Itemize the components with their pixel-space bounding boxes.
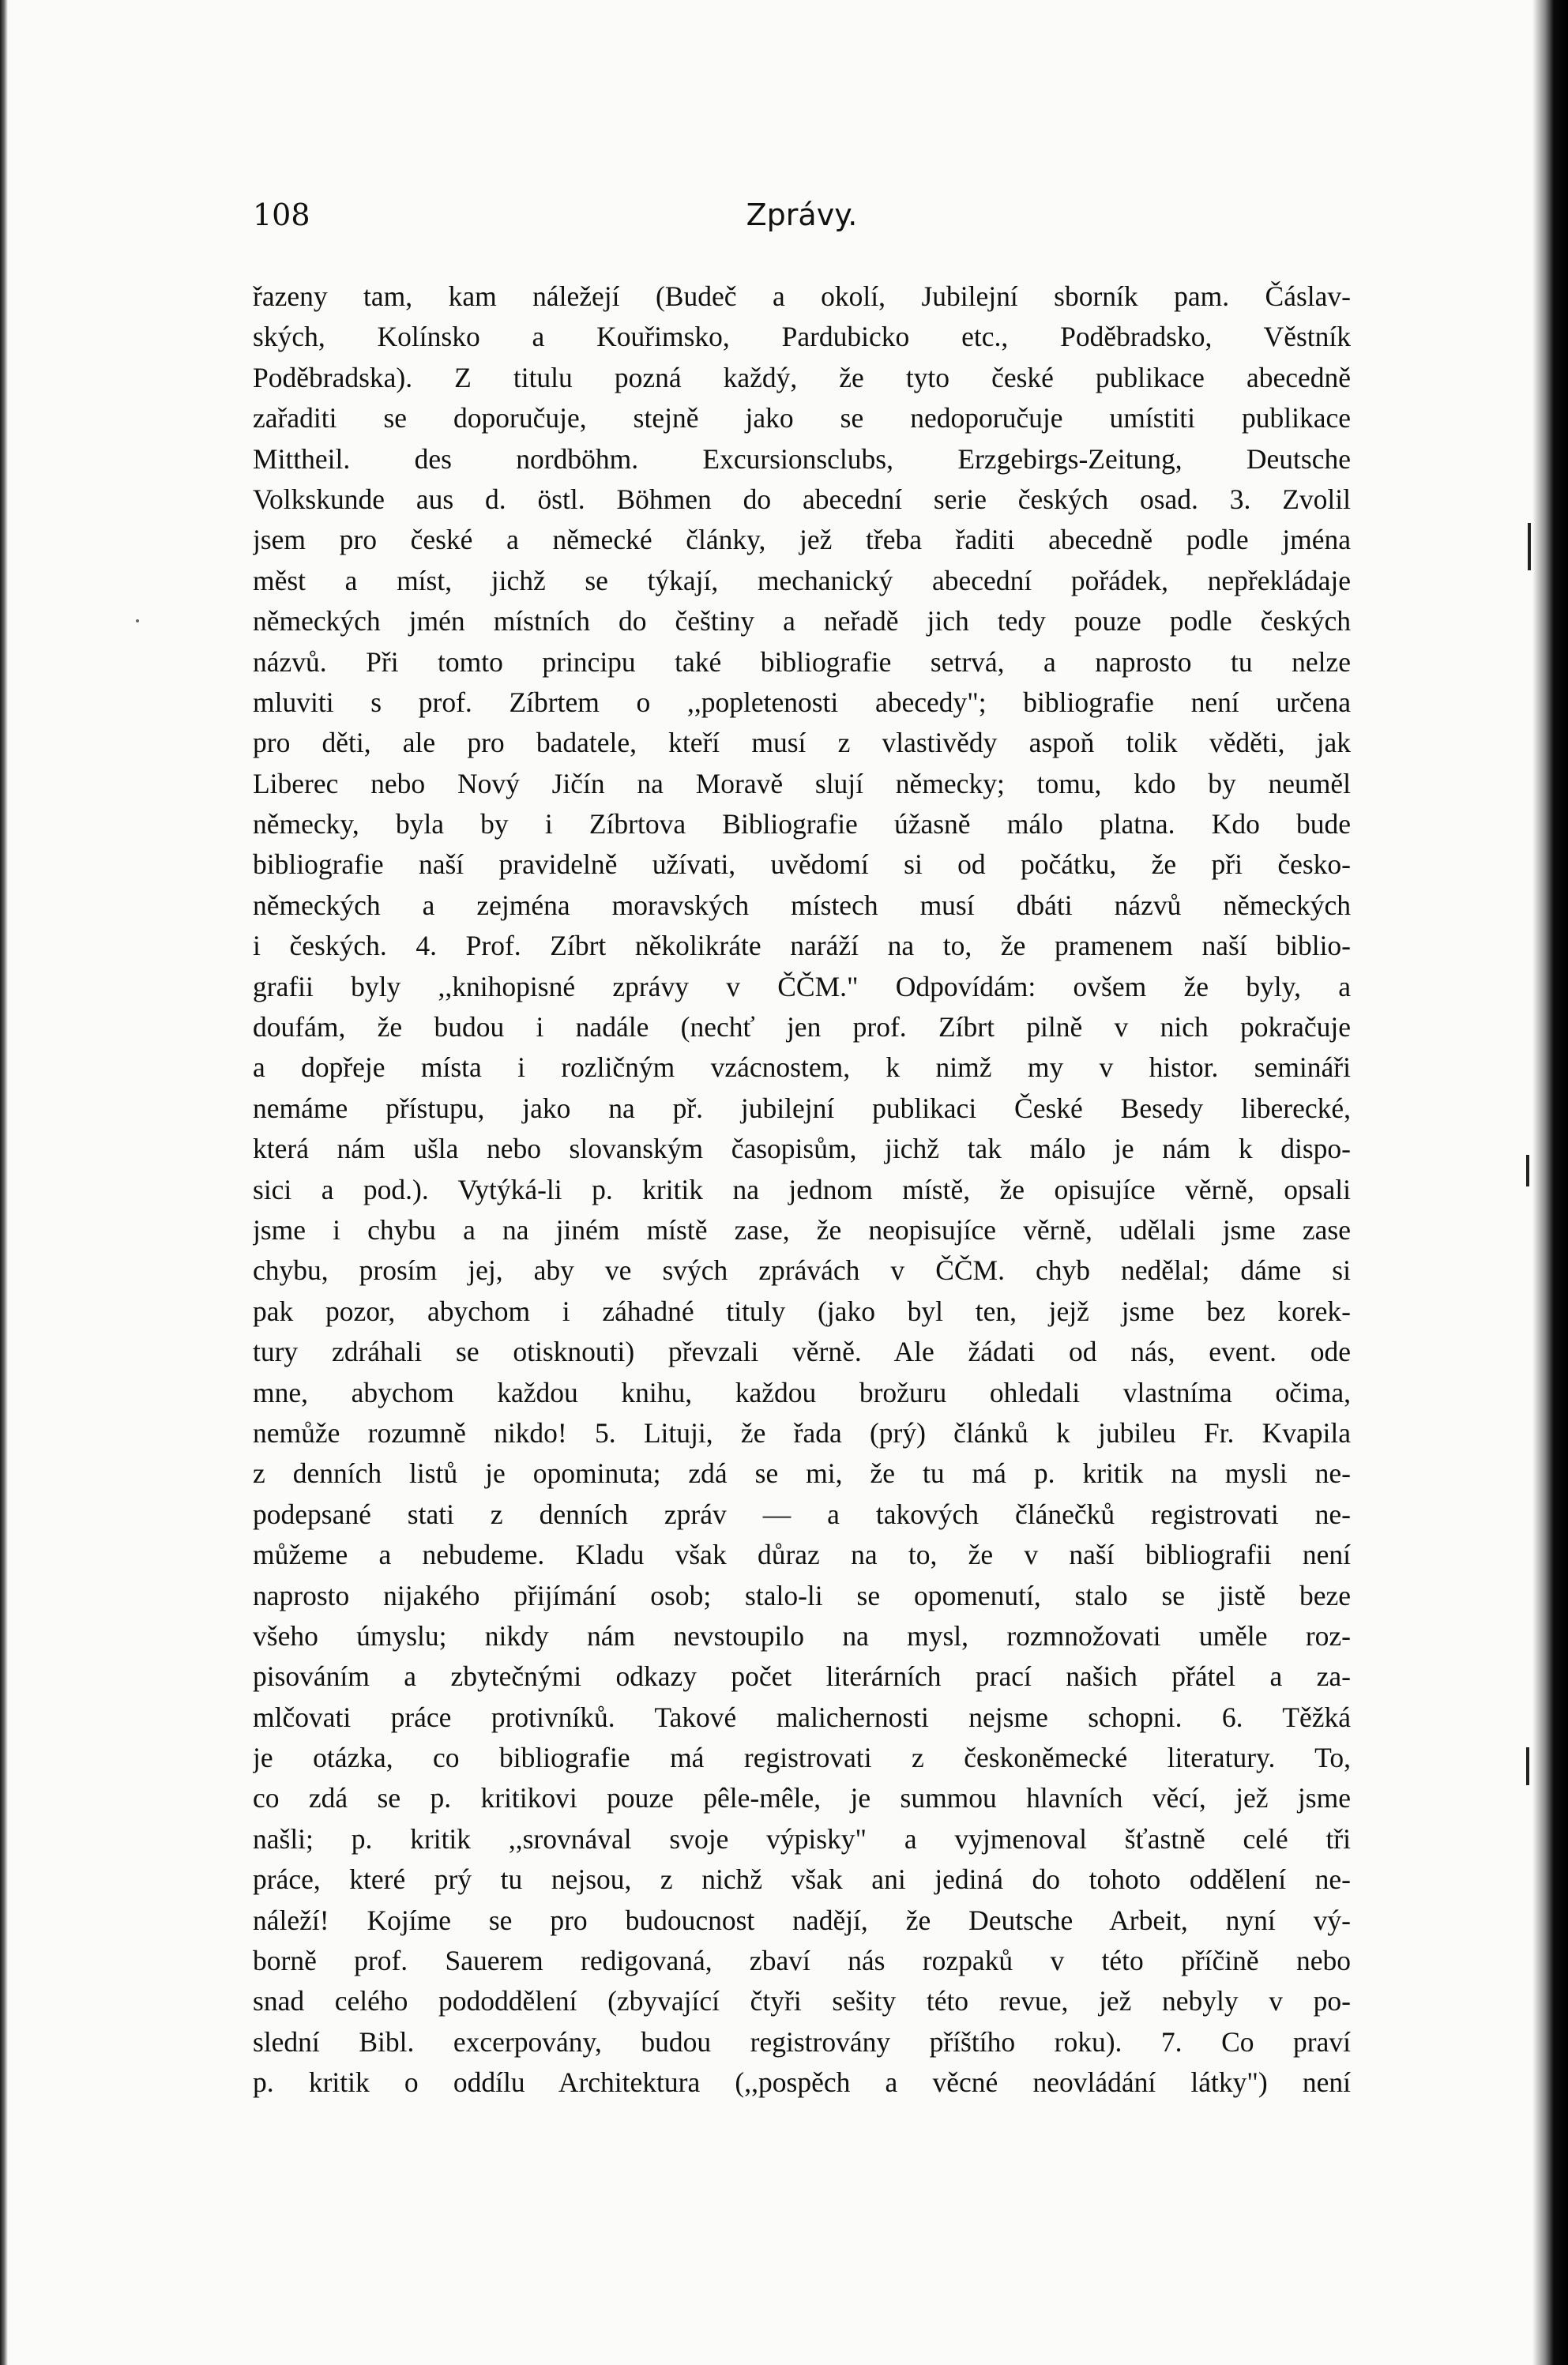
text-line: doufám, že budou i nadále (nechť jen prof. Zíbrt pilně v nich pokračuje — [253, 1011, 1351, 1043]
text-line: a dopřeje místa i rozličným vzácnostem, k nimž my v histor. semináři — [253, 1051, 1351, 1084]
speck — [136, 619, 139, 622]
text-line: německy, byla by i Zíbrtova Bibliografie úžasně málo platna. Kdo bude — [253, 808, 1351, 840]
text-line: co zdá se p. kritikovi pouze pêle-mêle, je summou hlavních věcí, jež jsme — [253, 1782, 1351, 1814]
text-line: německých a zejména moravských místech musí dbáti názvů německých — [253, 889, 1351, 921]
text-line: Liberec nebo Nový Jičín na Moravě slují německy; tomu, kdo by neuměl — [253, 767, 1351, 799]
text-line: všeho úmyslu; nikdy nám nevstoupilo na mysl, rozmnožovati uměle roz- — [253, 1619, 1351, 1652]
page-number: 108 — [253, 197, 310, 232]
text-line: práce, které prý tu nejsou, z nichž však ani jediná do tohoto oddělení ne- — [253, 1863, 1351, 1896]
text-line: borně prof. Sauerem redigovaná, zbaví nás rozpaků v této příčině nebo — [253, 1945, 1351, 1977]
text-line: tury zdráhali se otisknouti) převzali věrně. Ale žádati od nás, event. ode — [253, 1336, 1351, 1368]
text-line: sici a pod.). Vytýká-li p. kritik na jednom místě, že opisujíce věrně, opsali — [253, 1173, 1351, 1205]
text-line: náleží! Kojíme se pro budoucnost nadějí, že Deutsche Arbeit, nyní vý- — [253, 1904, 1351, 1936]
running-head — [253, 197, 1351, 245]
text-line: podepsané stati z denních zpráv — a takových článečků registrovati ne- — [253, 1498, 1351, 1530]
margin-mark — [1528, 523, 1531, 570]
text-line: mlčovati práce protivníků. Takové malichernosti nejsme schopni. 6. Těžká — [253, 1701, 1351, 1733]
text-line: p. kritik o oddílu Architektura (,,pospěch a věcné neovládání látky") není — [253, 2066, 1351, 2099]
text-line: jsme i chybu a na jiném místě zase, že neopisujíce věrně, udělali jsme zase — [253, 1213, 1351, 1246]
text-line: grafii byly ,,knihopisné zprávy v ČČM." Odpovídám: ovšem že byly, a — [253, 970, 1351, 1002]
text-line: nemáme přístupu, jako na př. jubilejní publikaci České Besedy liberecké, — [253, 1092, 1351, 1124]
text-line: jsem pro české a německé články, jež třeba řaditi abecedně podle jména — [253, 524, 1351, 556]
text-line: která nám ušla nebo slovanským časopisům, jichž tak málo je nám k dispo- — [253, 1133, 1351, 1165]
text-line: slední Bibl. excerpovány, budou registrovány příštího roku). 7. Co praví — [253, 2025, 1351, 2058]
text-line: ských, Kolínsko a Kouřimsko, Pardubicko etc., Poděbradsko, Věstník — [253, 321, 1351, 353]
text-line: mne, abychom každou knihu, každou brožuru ohledali vlastníma očima, — [253, 1376, 1351, 1408]
text-line: z denních listů je opominuta; zdá se mi, že tu má p. kritik na mysli ne- — [253, 1457, 1351, 1490]
text-line: můžeme a nebudeme. Kladu však důraz na to, že v naší bibliografii není — [253, 1539, 1351, 1571]
text-line: je otázka, co bibliografie má registrovati z českoněmecké literatury. To, — [253, 1742, 1351, 1774]
body-text — [253, 276, 1351, 2104]
text-line: pak pozor, abychom i záhadné tituly (jako byl ten, jejž jsme bez korek- — [253, 1295, 1351, 1327]
section-title: Zprávy. — [746, 197, 858, 232]
text-line: chybu, prosím jej, aby ve svých zprávách v ČČM. chyb nedělal; dáme si — [253, 1254, 1351, 1287]
text-line: měst a míst, jichž se týkají, mechanický abecední pořádek, nepřekládaje — [253, 564, 1351, 596]
text-line: pro děti, ale pro badatele, kteří musí z vlastivědy aspoň tolik věděti, jak — [253, 727, 1351, 759]
text-line: Poděbradska). Z titulu pozná každý, že tyto české publikace abecedně — [253, 361, 1351, 393]
text-line: německých jmén místních do češtiny a neřadě jich tedy pouze podle českých — [253, 605, 1351, 637]
text-line: naprosto nijakého přijímání osob; stalo-li se opomenutí, stalo se jistě beze — [253, 1579, 1351, 1611]
text-line: nemůže rozumně nikdo! 5. Lituji, že řada (prý) článků k jubileu Fr. Kvapila — [253, 1416, 1351, 1449]
page-left-edge — [0, 0, 8, 2365]
text-line: bibliografie naší pravidelně užívati, uvědomí si od počátku, že při česko- — [253, 848, 1351, 881]
text-line: pisováním a zbytečnými odkazy počet literárních prací našich přátel a za- — [253, 1660, 1351, 1693]
text-line: Volkskunde aus d. östl. Böhmen do abecední serie českých osad. 3. Zvolil — [253, 483, 1351, 515]
margin-mark — [1526, 1155, 1529, 1186]
text-line: Mittheil. des nordböhm. Excursionsclubs, Erzgebirgs-Zeitung, Deutsche — [253, 442, 1351, 475]
text-line: názvů. Při tomto principu také bibliografie setrvá, a naprosto tu nelze — [253, 645, 1351, 678]
text-line: i českých. 4. Prof. Zíbrt několikráte naráží na to, že pramenem naší biblio- — [253, 930, 1351, 962]
text-line: snad celého pododdělení (zbyvající čtyři sešity této revue, jež nebyly v po- — [253, 1985, 1351, 2017]
page-right-shadow — [1532, 0, 1568, 2365]
text-line: mluviti s prof. Zíbrtem o ,,popletenosti abecedy"; bibliografie není určena — [253, 686, 1351, 718]
margin-mark — [1526, 1747, 1529, 1785]
text-line: zařaditi se doporučuje, stejně jako se nedoporučuje umístiti publikace — [253, 402, 1351, 434]
text-line: našli; p. kritik ,,srovnával svoje výpisky" a vyjmenoval šťastně celé tři — [253, 1822, 1351, 1855]
text-line: řazeny tam, kam náležejí (Budeč a okolí, Jubilejní sborník pam. Čáslav- — [253, 280, 1351, 312]
